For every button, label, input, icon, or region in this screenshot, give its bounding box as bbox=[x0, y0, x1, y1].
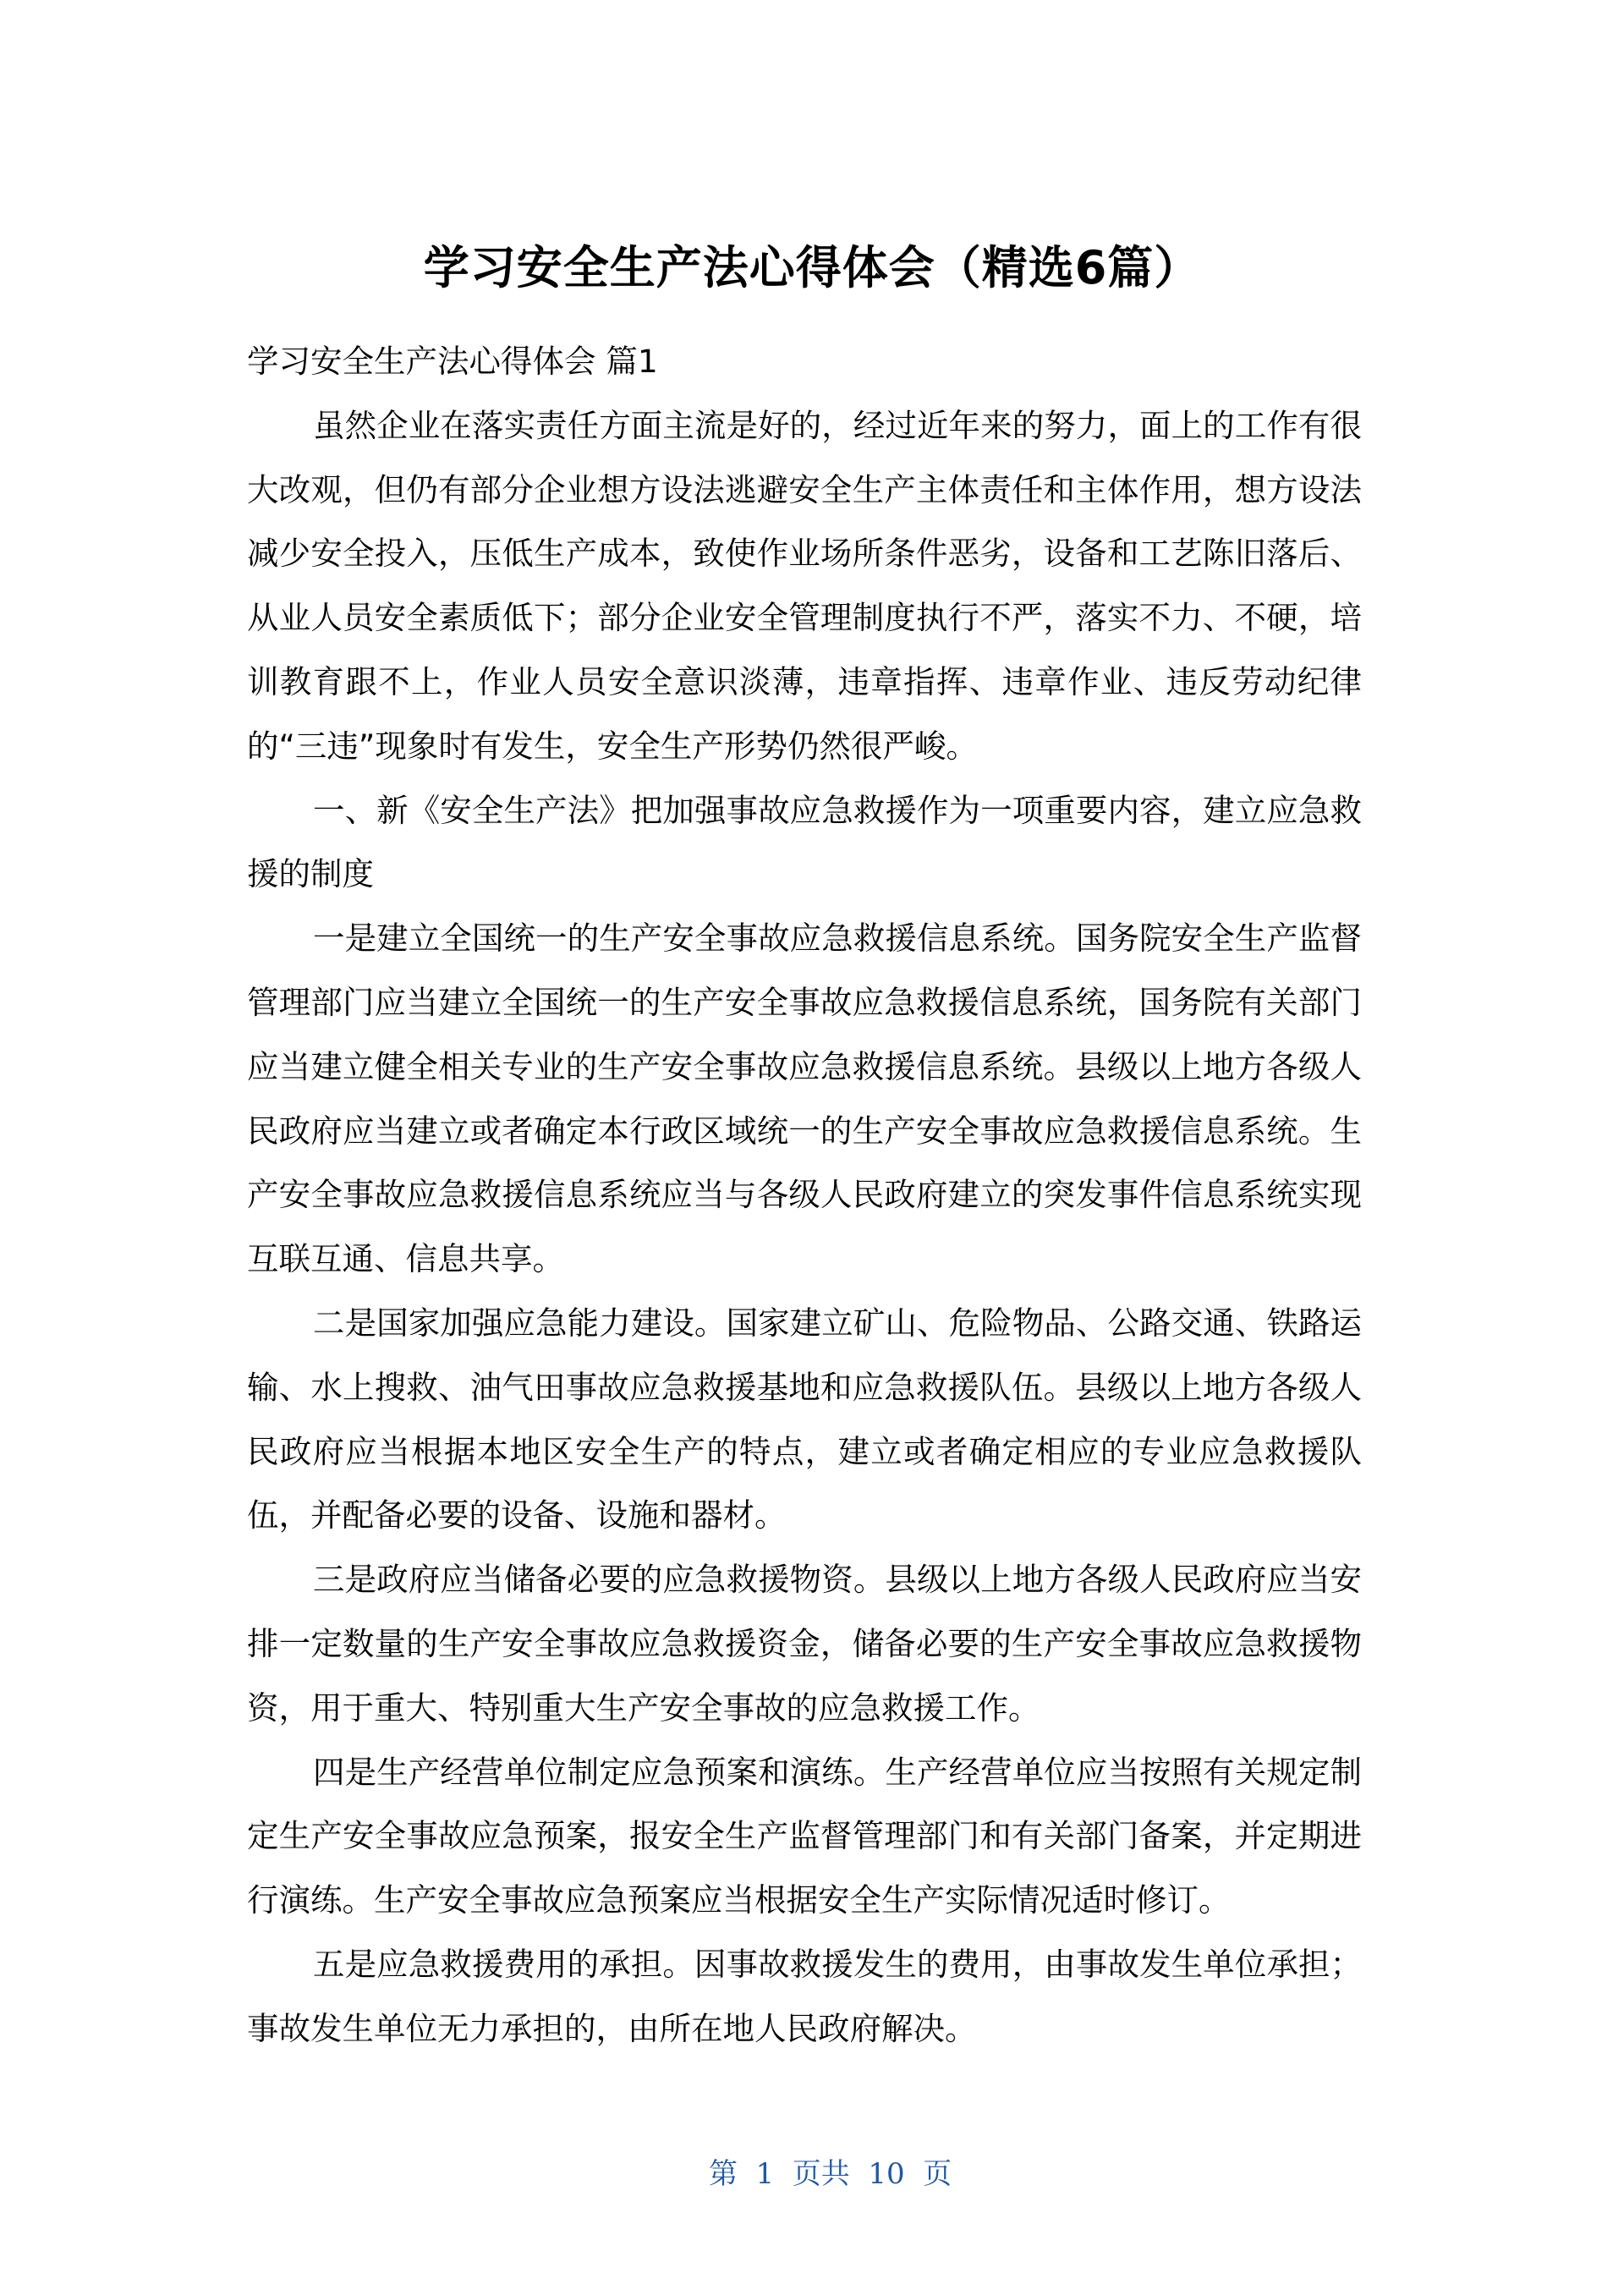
paragraph: 一、新《安全生产法》把加强事故应急救援作为一项重要内容，建立应急救援的制度 bbox=[247, 791, 1362, 893]
document-body bbox=[247, 330, 1362, 2062]
paragraph: 五是应急救援费用的承担。因事故救援发生的费用，由事故发生单位承担；事故发生单位无力承担的，由所在地人民政府解决。 bbox=[247, 1945, 1362, 2047]
page-footer bbox=[0, 2111, 1624, 2237]
section-heading: 学习安全生产法心得体会 篇1 bbox=[247, 343, 658, 380]
paragraph: 虽然企业在落实责任方面主流是好的，经过近年来的努力，面上的工作有很大改观，但仍有部分企业想方设法逃避安全生产主体责任和主体作用，想方设法减少安全投入，压低生产成本，致使作业场所条件恶劣，设备和工艺陈旧落后、从业人员安全素质低下；部分企业安全管理制度执行不严，落实不力、不硬，培训教育跟不上，作业人员安全意识淡薄，违章指挥、违章作业、违反劳动纪律的“三违”现象时有发生，安全生产形势仍然很严峻。 bbox=[247, 406, 1362, 765]
paragraph: 二是国家加强应急能力建设。国家建立矿山、危险物品、公路交通、铁路运输、水上搜救、油气田事故应急救援基地和应急救援队伍。县级以上地方各级人民政府应当根据本地区安全生产的特点，建立或者确定相应的专业应急救援队伍，并配备必要的设备、设施和器材。 bbox=[247, 1304, 1362, 1535]
paragraph: 一是建立全国统一的生产安全事故应急救援信息系统。国务院安全生产监督管理部门应当建立全国统一的生产安全事故应急救援信息系统，国务院有关部门应当建立健全相关专业的生产安全事故应急救援信息系统。县级以上地方各级人民政府应当建立或者确定本行政区域统一的生产安全事故应急救援信息系统。生产安全事故应急救援信息系统应当与各级人民政府建立的突发事件信息系统实现互联互通、信息共享。 bbox=[247, 920, 1362, 1278]
document-title: 学习安全生产法心得体会（精选6篇） bbox=[423, 241, 1201, 294]
paragraph: 三是政府应当储备必要的应急救援物资。县级以上地方各级人民政府应当安排一定数量的生产安全事故应急救援资金，储备必要的生产安全事故应急救援物资，用于重大、特别重大生产安全事故的应急救援工作。 bbox=[247, 1561, 1362, 1727]
page-number-label: 第 1 页共 10 页 bbox=[708, 2157, 952, 2191]
paragraph: 四是生产经营单位制定应急预案和演练。生产经营单位应当按照有关规定制定生产安全事故应急预案，报安全生产监督管理部门和有关部门备案，并定期进行演练。生产安全事故应急预案应当根据安全生产实际情况适时修订。 bbox=[247, 1753, 1362, 1919]
